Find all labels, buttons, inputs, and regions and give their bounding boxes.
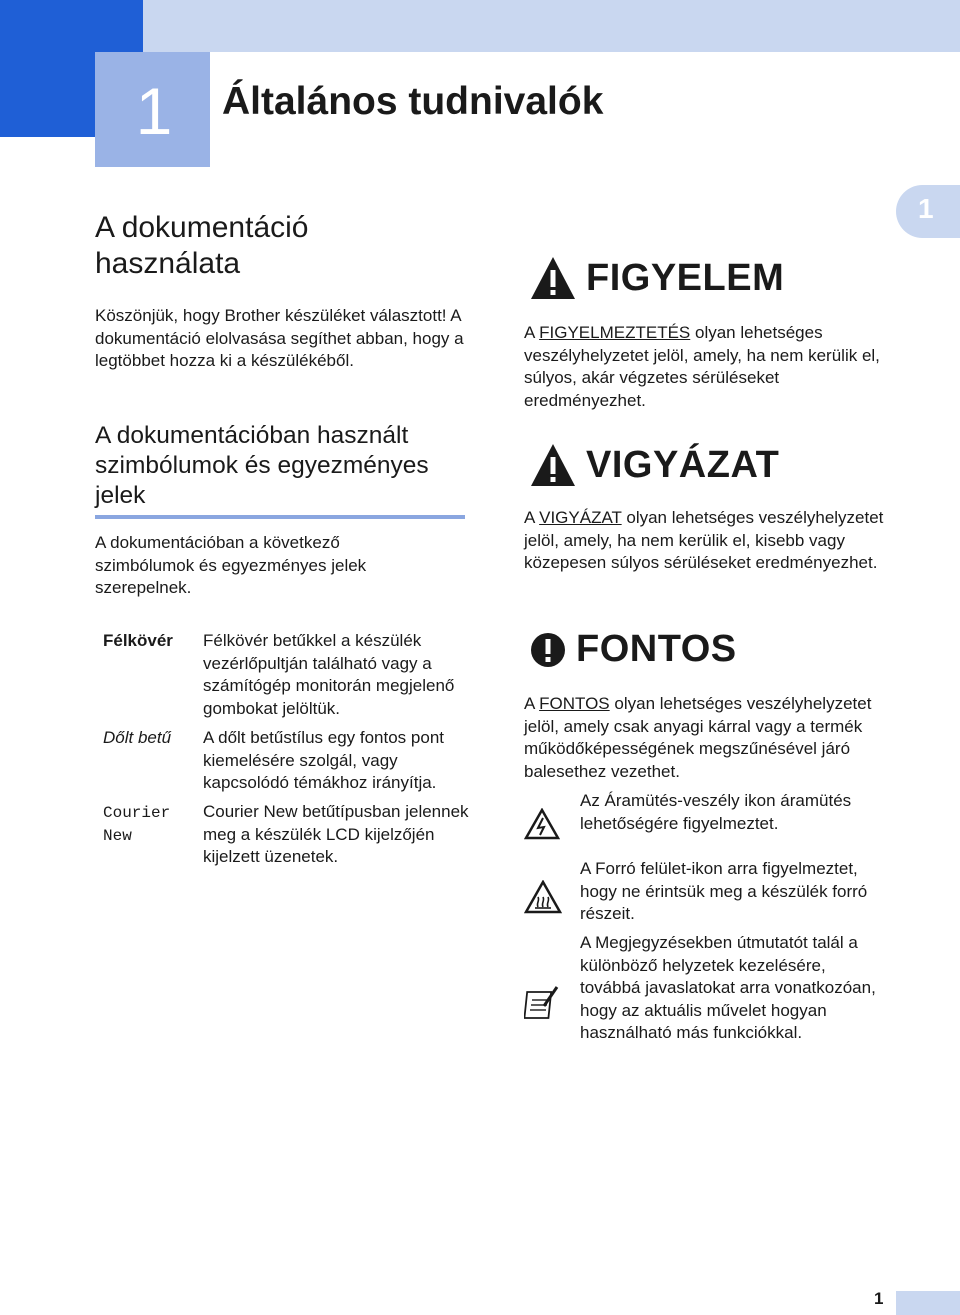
caution-triangle-icon bbox=[530, 443, 576, 487]
warning-prefix: A bbox=[524, 323, 540, 342]
caution-keyword: VIGYÁZAT bbox=[539, 508, 622, 527]
note-icon bbox=[524, 984, 560, 1020]
warning-title: FIGYELEM bbox=[586, 256, 785, 299]
section-intro: Köszönjük, hogy Brother készüléket választott! A dokumentáció elolvasása segíthet abban, hogy a legtöbbet hozza ki a készülékéből. bbox=[95, 306, 464, 370]
convention-desc-courier: Courier New betűtípusban jelennek meg a készülék LCD kijelzőjén kijelzett üzenetek. bbox=[203, 802, 469, 866]
chapter-side-tab bbox=[896, 185, 960, 238]
hot-surface-note-text: A Forró felület-ikon arra figyelmeztet, hogy ne érintsük meg a készülék forró részeit. bbox=[580, 859, 868, 923]
subsection-intro: A dokumentációban a következő szimbólumok és egyezményes jelek szerepelnek. bbox=[95, 533, 367, 597]
memo-note-text: A Megjegyzésekben útmutatót talál a különböző helyzetek kezelésére, továbbá javaslatokat arra vonatkozóan, hogy az aktuális művelet hogyan használható más funkciókkal. bbox=[580, 933, 876, 1042]
chapter-number: 1 bbox=[135, 74, 173, 148]
warning-text-block bbox=[524, 322, 884, 412]
important-prefix: A bbox=[524, 694, 540, 713]
footer-band bbox=[896, 1291, 960, 1315]
important-title: FONTOS bbox=[576, 628, 737, 670]
caution-heading bbox=[530, 443, 779, 487]
important-exclamation-icon bbox=[530, 632, 566, 668]
icon-note-hot bbox=[524, 858, 884, 928]
important-heading bbox=[530, 628, 737, 671]
side-tab-number: 1 bbox=[918, 193, 934, 224]
icon-note-memo bbox=[524, 932, 884, 1072]
subsection-rule bbox=[95, 515, 465, 519]
convention-label-courier: Courier New bbox=[103, 804, 171, 845]
warning-keyword: FIGYELMEZTETÉS bbox=[539, 323, 691, 342]
caution-title: VIGYÁZAT bbox=[586, 443, 780, 486]
caution-text-block bbox=[524, 507, 884, 575]
section-heading: A dokumentáció használata bbox=[95, 211, 309, 280]
important-text-block bbox=[524, 693, 884, 783]
chapter-title: Általános tudnivalók bbox=[222, 80, 604, 123]
important-text: olyan lehetséges veszélyhelyzetet jelöl, amely csak anyagi kárral vagy a termék működőképességének megszűnésével járó balesethez vezethet. bbox=[524, 694, 872, 781]
chapter-number-box bbox=[95, 52, 213, 170]
warning-heading bbox=[530, 256, 784, 300]
warning-text: olyan lehetséges veszélyhelyzetet jelöl, amely, ha nem kerülik el, súlyos, akár végzetes sérüléseket eredményezhet. bbox=[524, 323, 880, 410]
warning-triangle-icon bbox=[530, 256, 576, 300]
convention-desc-bold: Félkövér betűkkel a készülék vezérlőpultján található vagy a számítógép monitorán megjelenő gombokat jelöltük. bbox=[203, 631, 455, 718]
icon-note-electric bbox=[524, 790, 884, 850]
hot-surface-icon bbox=[524, 880, 562, 914]
convention-label-bold: Félkövér bbox=[103, 631, 173, 650]
electric-shock-icon bbox=[524, 808, 560, 840]
caution-text: olyan lehetséges veszélyhelyzetet jelöl, amely, ha nem kerülik el, kisebb vagy közepesen súlyos sérüléseket eredményezhet. bbox=[524, 508, 884, 572]
page-number: 1 bbox=[874, 1289, 884, 1308]
convention-desc-italic: A dőlt betűstílus egy fontos pont kiemelésére szolgál, vagy kapcsolódó témákhoz irányítja. bbox=[203, 728, 444, 792]
convention-label-italic: Dőlt betű bbox=[103, 728, 172, 747]
electric-shock-note-text: Az Áramütés-veszély ikon áramütés lehetőségére figyelmeztet. bbox=[580, 791, 852, 833]
header-band-light bbox=[143, 0, 960, 52]
caution-prefix: A bbox=[524, 508, 540, 527]
important-keyword: FONTOS bbox=[539, 694, 610, 713]
subsection-heading: A dokumentációban használt szimbólumok és egyezményes jelek bbox=[95, 422, 429, 509]
